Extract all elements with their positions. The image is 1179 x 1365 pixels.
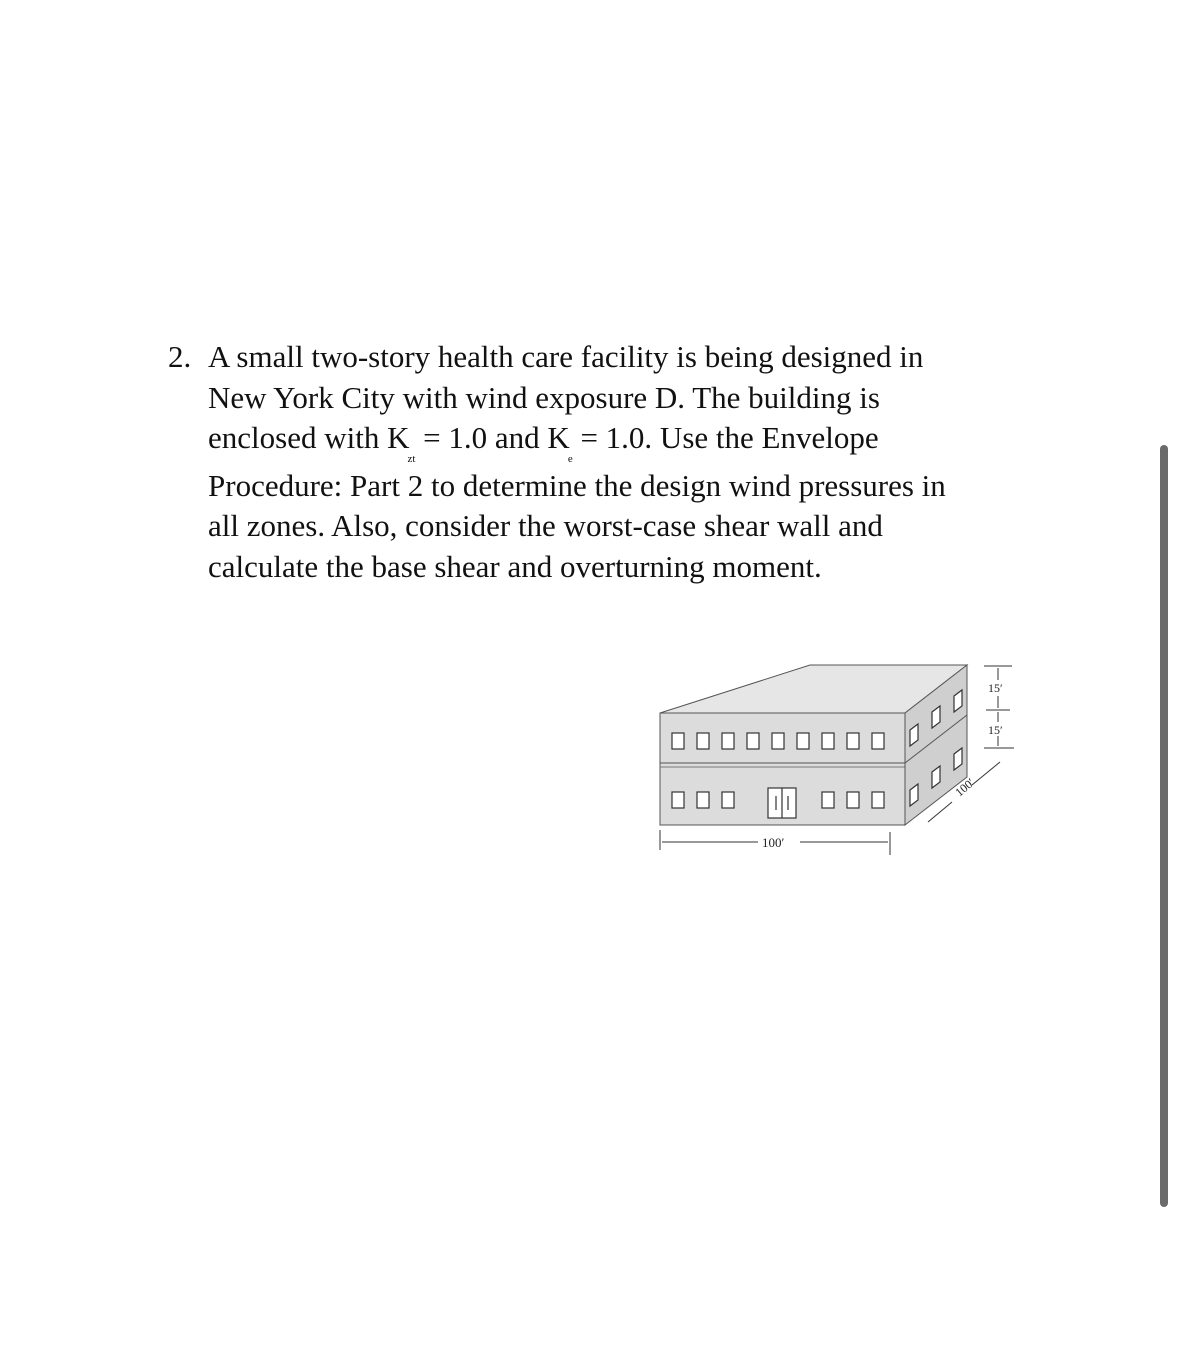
line3-part-b: = 1.0 and K xyxy=(415,420,570,455)
building-drawing xyxy=(610,650,1030,865)
building-figure xyxy=(610,650,1030,865)
story-height-bottom-label: 15′ xyxy=(988,723,1003,737)
problem-number: 2. xyxy=(168,339,192,374)
problem-line-4: Procedure: Part 2 to determine the design wind pressures in xyxy=(208,467,946,503)
line3-part-a: enclosed with K xyxy=(208,420,410,455)
problem-line-5: all zones. Also, consider the worst-case shear wall and xyxy=(208,508,883,543)
width-label: 100′ xyxy=(762,835,785,850)
problem-line-6: calculate the base shear and overturning moment. xyxy=(208,548,822,584)
story-height-top-label: 15′ xyxy=(988,681,1003,695)
problem-line-2: New York City with wind exposure D. The building is xyxy=(208,379,880,415)
problem-line-3 xyxy=(208,418,1068,466)
problem-text xyxy=(208,337,1068,587)
ke-subscript: e xyxy=(567,453,573,465)
scrollbar[interactable] xyxy=(1160,445,1168,1207)
depth-label: 100′ xyxy=(952,775,978,800)
problem-statement xyxy=(168,337,1068,587)
upper-windows xyxy=(672,733,884,749)
line3-part-c: = 1.0. Use the Envelope xyxy=(572,420,879,455)
kzt-subscript: zt xyxy=(407,453,416,465)
problem-line-1: A small two-story health care facility is being designed in xyxy=(208,339,924,374)
entrance-door xyxy=(768,788,796,818)
